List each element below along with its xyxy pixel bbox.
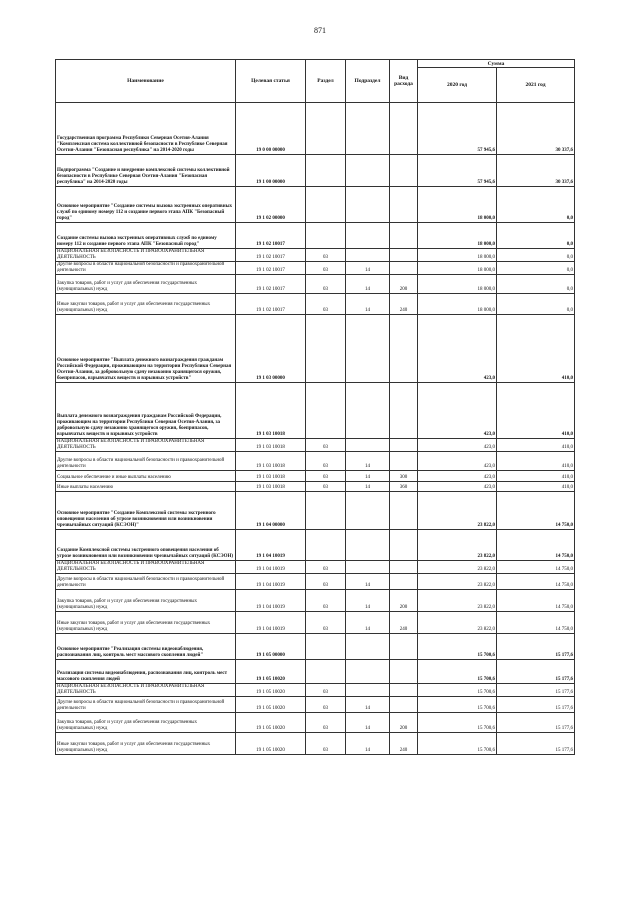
cell-article: 19 1 05 10020 [236,684,306,697]
header-year-2020: 2020 год [418,68,497,103]
header-name: Наименование [56,60,236,103]
cell-2021: 15 177,6 [497,713,575,733]
cell-subsection [346,155,390,187]
cell-section [306,634,346,660]
cell-expense-type [390,249,418,262]
cell-name: Выплата денежного вознаграждения гражданам Российской Федерации, проживающим на территории Республики Северная Осетия-Алания, за добровольную сдачу незаконно хранящегося оружия, боеприпасов, взрывчатых веществ и взрывных устройств [56,383,236,439]
cell-section [306,103,346,155]
table-row [56,275,575,294]
cell-2020: 18 000,0 [418,262,497,275]
cell-article: 19 1 00 00000 [236,155,306,187]
cell-name: Иные закупки товаров, работ и услуг для обеспечения государственных (муниципальных) нужд [56,294,236,315]
cell-2020: 23 822,0 [418,574,497,590]
table-row [56,482,575,492]
cell-section [306,187,346,223]
cell-subsection: 14 [346,294,390,315]
cell-2020: 23 822,0 [418,492,497,530]
cell-name: Создание системы вызова экстренных оперативных служб по единому номеру 112 и создание первого этапа АПК "Безопасный город" [56,223,236,249]
cell-section: 03 [306,590,346,612]
cell-2020: 18 000,0 [418,187,497,223]
cell-2020: 18 000,0 [418,223,497,249]
table-row [56,471,575,482]
cell-2020: 57 945,6 [418,155,497,187]
page-number: 871 [314,26,326,35]
table-row [56,223,575,249]
cell-name: НАЦИОНАЛЬНАЯ БЕЗОПАСНОСТЬ И ПРАВООХРАНИТЕЛЬНАЯ ДЕЯТЕЛЬНОСТЬ [56,561,236,574]
cell-2020: 423,0 [418,471,497,482]
cell-section: 03 [306,713,346,733]
cell-2021: 15 177,6 [497,697,575,713]
cell-section: 03 [306,733,346,755]
cell-subsection [346,249,390,262]
cell-section [306,155,346,187]
cell-subsection: 14 [346,612,390,634]
table-row [56,697,575,713]
cell-name: Другие вопросы в области национальной безопасности и правоохранительной деятельности [56,452,236,471]
cell-expense-type [390,383,418,439]
cell-2021: 410,0 [497,439,575,452]
cell-name: НАЦИОНАЛЬНАЯ БЕЗОПАСНОСТЬ И ПРАВООХРАНИТЕЛЬНАЯ ДЕЯТЕЛЬНОСТЬ [56,439,236,452]
cell-name: Государственная программа Республики Северная Осетия-Алания "Комплексная система коллективной безопасности в Республике Северная Осетия-Алания "Безопасная республика" на 2014-2020 годы [56,103,236,155]
cell-section [306,530,346,561]
cell-expense-type: 240 [390,612,418,634]
cell-expense-type [390,561,418,574]
cell-name: Реализация системы видеонаблюдения, распознавания лиц, контроль мест массового скопления людей [56,660,236,684]
cell-2021: 0,0 [497,294,575,315]
cell-subsection: 14 [346,697,390,713]
cell-article: 19 1 05 10020 [236,733,306,755]
cell-subsection: 14 [346,452,390,471]
cell-article: 19 1 05 10020 [236,713,306,733]
cell-expense-type: 200 [390,275,418,294]
table-row [56,103,575,155]
cell-section: 03 [306,612,346,634]
cell-2020: 423,0 [418,482,497,492]
table-row [56,249,575,262]
cell-article: 19 1 02 00000 [236,187,306,223]
cell-expense-type [390,492,418,530]
cell-section: 03 [306,684,346,697]
cell-name: Подпрограмма "Создание и внедрение комплексной системы коллективной безопасности в Республике Северная Осетия-Алания "Безопасная республика" на 2014-2020 годы [56,155,236,187]
cell-section: 03 [306,561,346,574]
header-expense-type: Вид расхода [390,60,418,103]
cell-section: 03 [306,574,346,590]
cell-subsection [346,561,390,574]
cell-2020: 15 700,6 [418,684,497,697]
cell-expense-type [390,574,418,590]
table-row [56,155,575,187]
cell-section [306,315,346,383]
cell-name: Социальное обеспечение и иные выплаты населению [56,471,236,482]
cell-name: Закупка товаров, работ и услуг для обеспечения государственных (муниципальных) нужд [56,275,236,294]
cell-2021: 410,0 [497,452,575,471]
table-row [56,574,575,590]
cell-expense-type [390,439,418,452]
cell-article: 19 1 04 10019 [236,574,306,590]
cell-expense-type [390,262,418,275]
cell-section [306,223,346,249]
cell-article: 19 1 03 10018 [236,383,306,439]
cell-article: 19 1 02 10017 [236,294,306,315]
table-row [56,439,575,452]
cell-name: Иные закупки товаров, работ и услуг для обеспечения государственных (муниципальных) нужд [56,733,236,755]
header-section: Раздел [306,60,346,103]
cell-2021: 0,0 [497,275,575,294]
cell-name: НАЦИОНАЛЬНАЯ БЕЗОПАСНОСТЬ И ПРАВООХРАНИТЕЛЬНАЯ ДЕЯТЕЛЬНОСТЬ [56,249,236,262]
cell-subsection [346,530,390,561]
cell-subsection: 14 [346,733,390,755]
cell-2021: 14 750,0 [497,574,575,590]
cell-expense-type [390,530,418,561]
cell-subsection: 14 [346,713,390,733]
cell-section: 03 [306,294,346,315]
cell-section: 03 [306,482,346,492]
cell-name: Иные закупки товаров, работ и услуг для обеспечения государственных (муниципальных) нужд [56,612,236,634]
cell-name: Другие вопросы в области национальной безопасности и правоохранительной деятельности [56,697,236,713]
table-row [56,452,575,471]
cell-subsection [346,383,390,439]
cell-2021: 14 750,0 [497,530,575,561]
header-subsection: Подраздел [346,60,390,103]
cell-section: 03 [306,697,346,713]
table-row [56,612,575,634]
cell-2021: 14 750,0 [497,612,575,634]
cell-section [306,660,346,684]
cell-article: 19 1 02 10017 [236,223,306,249]
cell-expense-type [390,684,418,697]
cell-section: 03 [306,452,346,471]
table-row [56,590,575,612]
cell-2021: 14 750,0 [497,561,575,574]
cell-2021: 15 177,6 [497,634,575,660]
cell-article: 19 0 00 00000 [236,103,306,155]
cell-2021: 0,0 [497,262,575,275]
cell-expense-type [390,660,418,684]
cell-expense-type: 240 [390,733,418,755]
cell-article: 19 1 04 10019 [236,530,306,561]
table-row [56,187,575,223]
cell-article: 19 1 05 10020 [236,697,306,713]
cell-section: 03 [306,262,346,275]
cell-2021: 30 337,6 [497,155,575,187]
cell-name: Иные выплаты населению [56,482,236,492]
table-row [56,713,575,733]
cell-2021: 410,0 [497,482,575,492]
cell-expense-type [390,634,418,660]
cell-2021: 15 177,6 [497,684,575,697]
cell-name: Основное мероприятие "Выплата денежного вознаграждения гражданам Российской Федерации, проживающим на территории Республики Северная Осетия-Алания, за добровольную сдачу незаконно хранящегося оружия, боеприпасов, взрывчатых веществ и взрывных устройств" [56,315,236,383]
cell-2020: 15 700,6 [418,634,497,660]
cell-2020: 15 700,6 [418,713,497,733]
cell-2020: 23 822,0 [418,530,497,561]
header-article: Целевая статья [236,60,306,103]
cell-2020: 423,0 [418,439,497,452]
cell-subsection [346,492,390,530]
cell-subsection: 14 [346,471,390,482]
cell-2020: 23 822,0 [418,590,497,612]
cell-2021: 410,0 [497,383,575,439]
cell-section: 03 [306,249,346,262]
cell-article: 19 1 04 00000 [236,492,306,530]
cell-subsection [346,315,390,383]
cell-article: 19 1 03 10018 [236,471,306,482]
cell-subsection [346,634,390,660]
table-row [56,561,575,574]
cell-2020: 18 000,0 [418,249,497,262]
cell-2021: 15 177,6 [497,733,575,755]
cell-article: 19 1 05 10020 [236,660,306,684]
cell-name: Закупка товаров, работ и услуг для обеспечения государственных (муниципальных) нужд [56,713,236,733]
cell-2021: 0,0 [497,249,575,262]
cell-article: 19 1 02 10017 [236,262,306,275]
table-row [56,530,575,561]
table-row [56,383,575,439]
cell-expense-type [390,187,418,223]
cell-subsection [346,223,390,249]
cell-subsection: 14 [346,590,390,612]
cell-name: НАЦИОНАЛЬНАЯ БЕЗОПАСНОСТЬ И ПРАВООХРАНИТЕЛЬНАЯ ДЕЯТЕЛЬНОСТЬ [56,684,236,697]
cell-article: 19 1 03 00000 [236,315,306,383]
cell-expense-type [390,223,418,249]
table-row [56,294,575,315]
cell-article: 19 1 03 10018 [236,452,306,471]
cell-subsection: 14 [346,574,390,590]
budget-table [55,59,575,755]
cell-2021: 14 750,0 [497,492,575,530]
table-row [56,684,575,697]
cell-article: 19 1 04 10019 [236,561,306,574]
cell-subsection: 14 [346,262,390,275]
cell-section: 03 [306,439,346,452]
cell-subsection [346,660,390,684]
cell-2020: 15 700,6 [418,733,497,755]
cell-article: 19 1 03 10018 [236,439,306,452]
cell-2020: 423,0 [418,383,497,439]
cell-expense-type: 360 [390,482,418,492]
cell-article: 19 1 02 10017 [236,249,306,262]
cell-2020: 23 822,0 [418,561,497,574]
cell-subsection [346,103,390,155]
cell-2021: 30 337,6 [497,103,575,155]
cell-expense-type: 200 [390,713,418,733]
table-row [56,262,575,275]
cell-2020: 57 945,6 [418,103,497,155]
cell-expense-type: 240 [390,294,418,315]
cell-subsection: 14 [346,482,390,492]
table-row [56,733,575,755]
header-year-2021: 2021 год [497,68,575,103]
cell-article: 19 1 04 10019 [236,612,306,634]
cell-subsection: 14 [346,275,390,294]
cell-subsection [346,187,390,223]
cell-name: Создание Комплексной системы экстренного оповещения населения об угрозе возникновения или возникновении чрезвычайных ситуаций (КСЭОН) [56,530,236,561]
cell-section: 03 [306,471,346,482]
cell-name: Основное мероприятие "Создание системы вызова экстренных оперативных служб по единому номеру 112 и создание первого этапа АПК "Безопасный город" [56,187,236,223]
cell-article: 19 1 02 10017 [236,275,306,294]
cell-2020: 23 822,0 [418,612,497,634]
cell-2021: 410,0 [497,315,575,383]
cell-article: 19 1 03 10018 [236,482,306,492]
table-row [56,634,575,660]
cell-2021: 14 750,0 [497,590,575,612]
table-row [56,492,575,530]
cell-expense-type [390,103,418,155]
cell-section: 03 [306,275,346,294]
cell-expense-type [390,315,418,383]
cell-2021: 410,0 [497,471,575,482]
cell-2020: 18 000,0 [418,294,497,315]
cell-2021: 0,0 [497,187,575,223]
cell-2020: 15 700,6 [418,660,497,684]
cell-name: Другие вопросы в области национальной безопасности и правоохранительной деятельности [56,262,236,275]
cell-2020: 15 700,6 [418,697,497,713]
cell-name: Основное мероприятие "Создание Комплексной системы экстренного оповещения населения об угрозе возникновения или возникновении чрезвычайных ситуаций (КСЭОН)" [56,492,236,530]
cell-2020: 423,0 [418,452,497,471]
cell-subsection [346,439,390,452]
cell-name: Основное мероприятие "Реализация системы видеонаблюдения, распознавания лиц, контроль мест массового скопления людей" [56,634,236,660]
cell-2021: 15 177,6 [497,660,575,684]
cell-section [306,383,346,439]
cell-section [306,492,346,530]
cell-2020: 18 000,0 [418,275,497,294]
cell-name: Другие вопросы в области национальной безопасности и правоохранительной деятельности [56,574,236,590]
cell-2021: 0,0 [497,223,575,249]
header-sum: Сумма [418,60,575,68]
cell-expense-type [390,155,418,187]
table-row [56,660,575,684]
cell-subsection [346,684,390,697]
cell-expense-type: 300 [390,471,418,482]
cell-expense-type: 200 [390,590,418,612]
table-row [56,315,575,383]
cell-expense-type [390,697,418,713]
cell-name: Закупка товаров, работ и услуг для обеспечения государственных (муниципальных) нужд [56,590,236,612]
cell-expense-type [390,452,418,471]
cell-article: 19 1 04 10019 [236,590,306,612]
cell-article: 19 1 05 00000 [236,634,306,660]
cell-2020: 423,0 [418,315,497,383]
